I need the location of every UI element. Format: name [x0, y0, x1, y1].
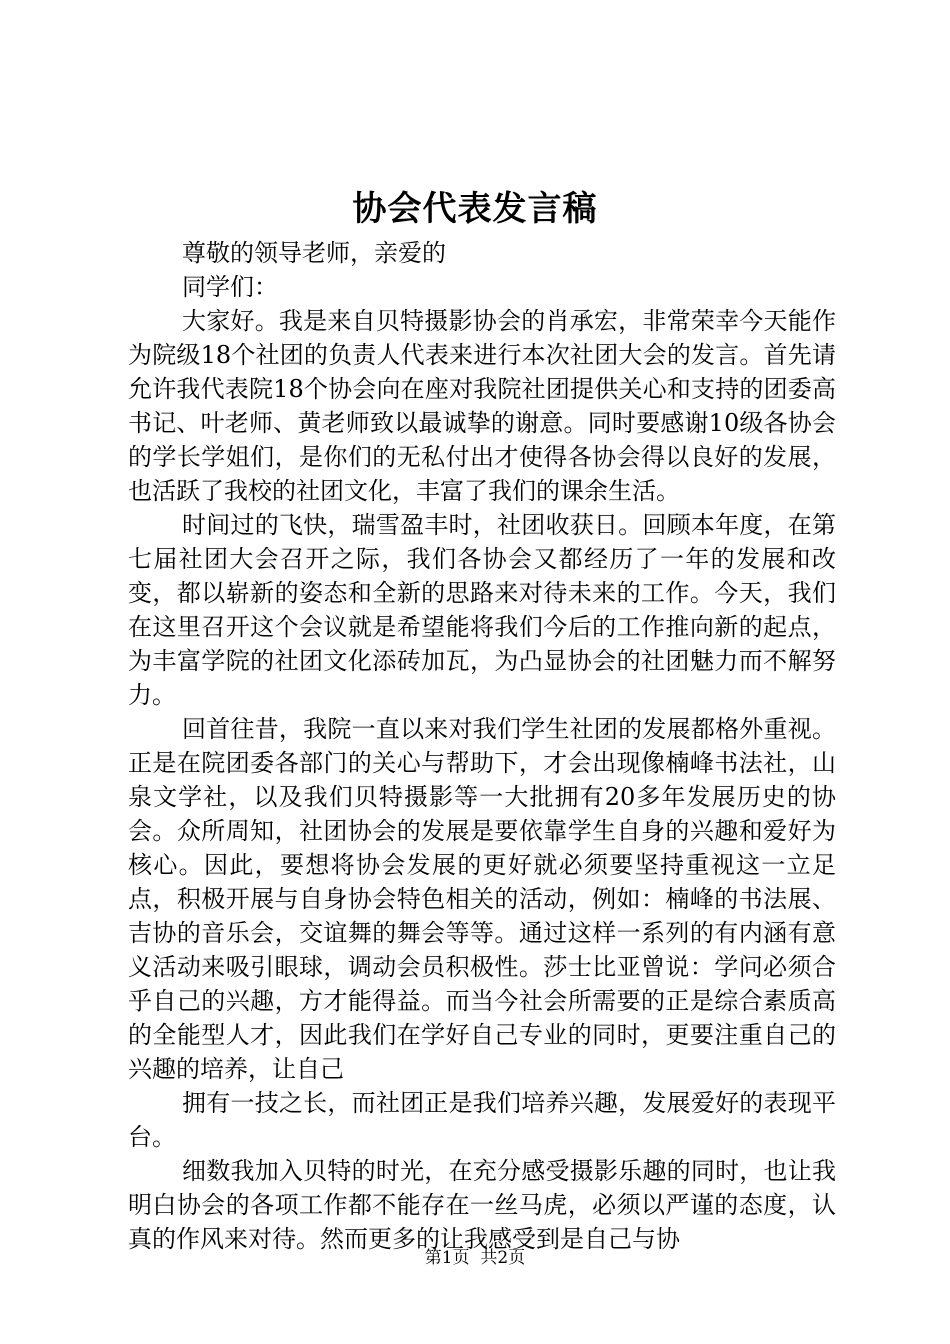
body-paragraph: 时间过的飞快，瑞雪盈丰时，社团收获日。回顾本年度，在第七届社团大会召开之际，我们各协会又都经历了一年的发展和改变，都以崭新的姿态和全新的思路来对待未来的工作。今天，我们在这里召开这个会议就是希望能将我们今后的工作推向新的起点，为丰富学院的社团文化添砖加瓦，为凸显协会的社团魅力而不解努力。 — [128, 511, 836, 709]
document-body — [128, 236, 836, 1256]
body-paragraph: 拥有一技之长，而社团正是我们培养兴趣，发展爱好的表现平台。 — [128, 1089, 836, 1151]
page-number: 第1页 — [424, 1248, 470, 1268]
document-title: 协会代表发言稿 — [352, 189, 598, 229]
body-paragraph: 细数我加入贝特的时光，在充分感受摄影乐趣的同时，也让我明白协会的各项工作都不能存在一丝马虎，必须以严谨的态度，认真的作风来对待。然而更多的让我感受到是自己与协 — [128, 1157, 836, 1253]
body-paragraph: 大家好。我是来自贝特摄影协会的肖承宏，非常荣幸今天能作为院级18个社团的负责人代表来进行本次社团大会的发言。首先请允许我代表院18个协会向在座对我院社团提供关心和支持的团委高书记、叶老师、黄老师致以最诚挚的谢意。同时要感谢10级各协会的学长学姐们，是你们的无私付出才使得各协会得以良好的发展，也活跃了我校的社团文化，丰富了我们的课余生活。 — [128, 307, 836, 505]
salutation-line: 同学们： — [182, 273, 278, 301]
page-footer — [0, 1247, 950, 1269]
body-paragraph: 回首往昔，我院一直以来对我们学生社团的发展都格外重视。正是在院团委各部门的关心与帮助下，才会出现像楠峰书法社，山泉文学社，以及我们贝特摄影等一大批拥有20多年发展历史的协会。众所周知，社团协会的发展是要依靠学生自身的兴趣和爱好为核心。因此，要想将协会发展的更好就必须要坚持重视这一立足点，积极开展与自身协会特色相关的活动，例如：楠峰的书法展、吉协的音乐会，交谊舞的舞会等等。通过这样一系列的有内涵有意义活动来吸引眼球，调动会员积极性。莎士比亚曾说：学问必须合乎自己的兴趣，方才能得益。而当今社会所需要的正是综合素质高的全能型人才，因此我们在学好自己专业的同时，更要注重自己的兴趣的培养，让自己 — [128, 715, 836, 1083]
page-total: 共2页 — [480, 1248, 526, 1268]
salutation-line: 尊敬的领导老师，亲爱的 — [182, 239, 446, 267]
